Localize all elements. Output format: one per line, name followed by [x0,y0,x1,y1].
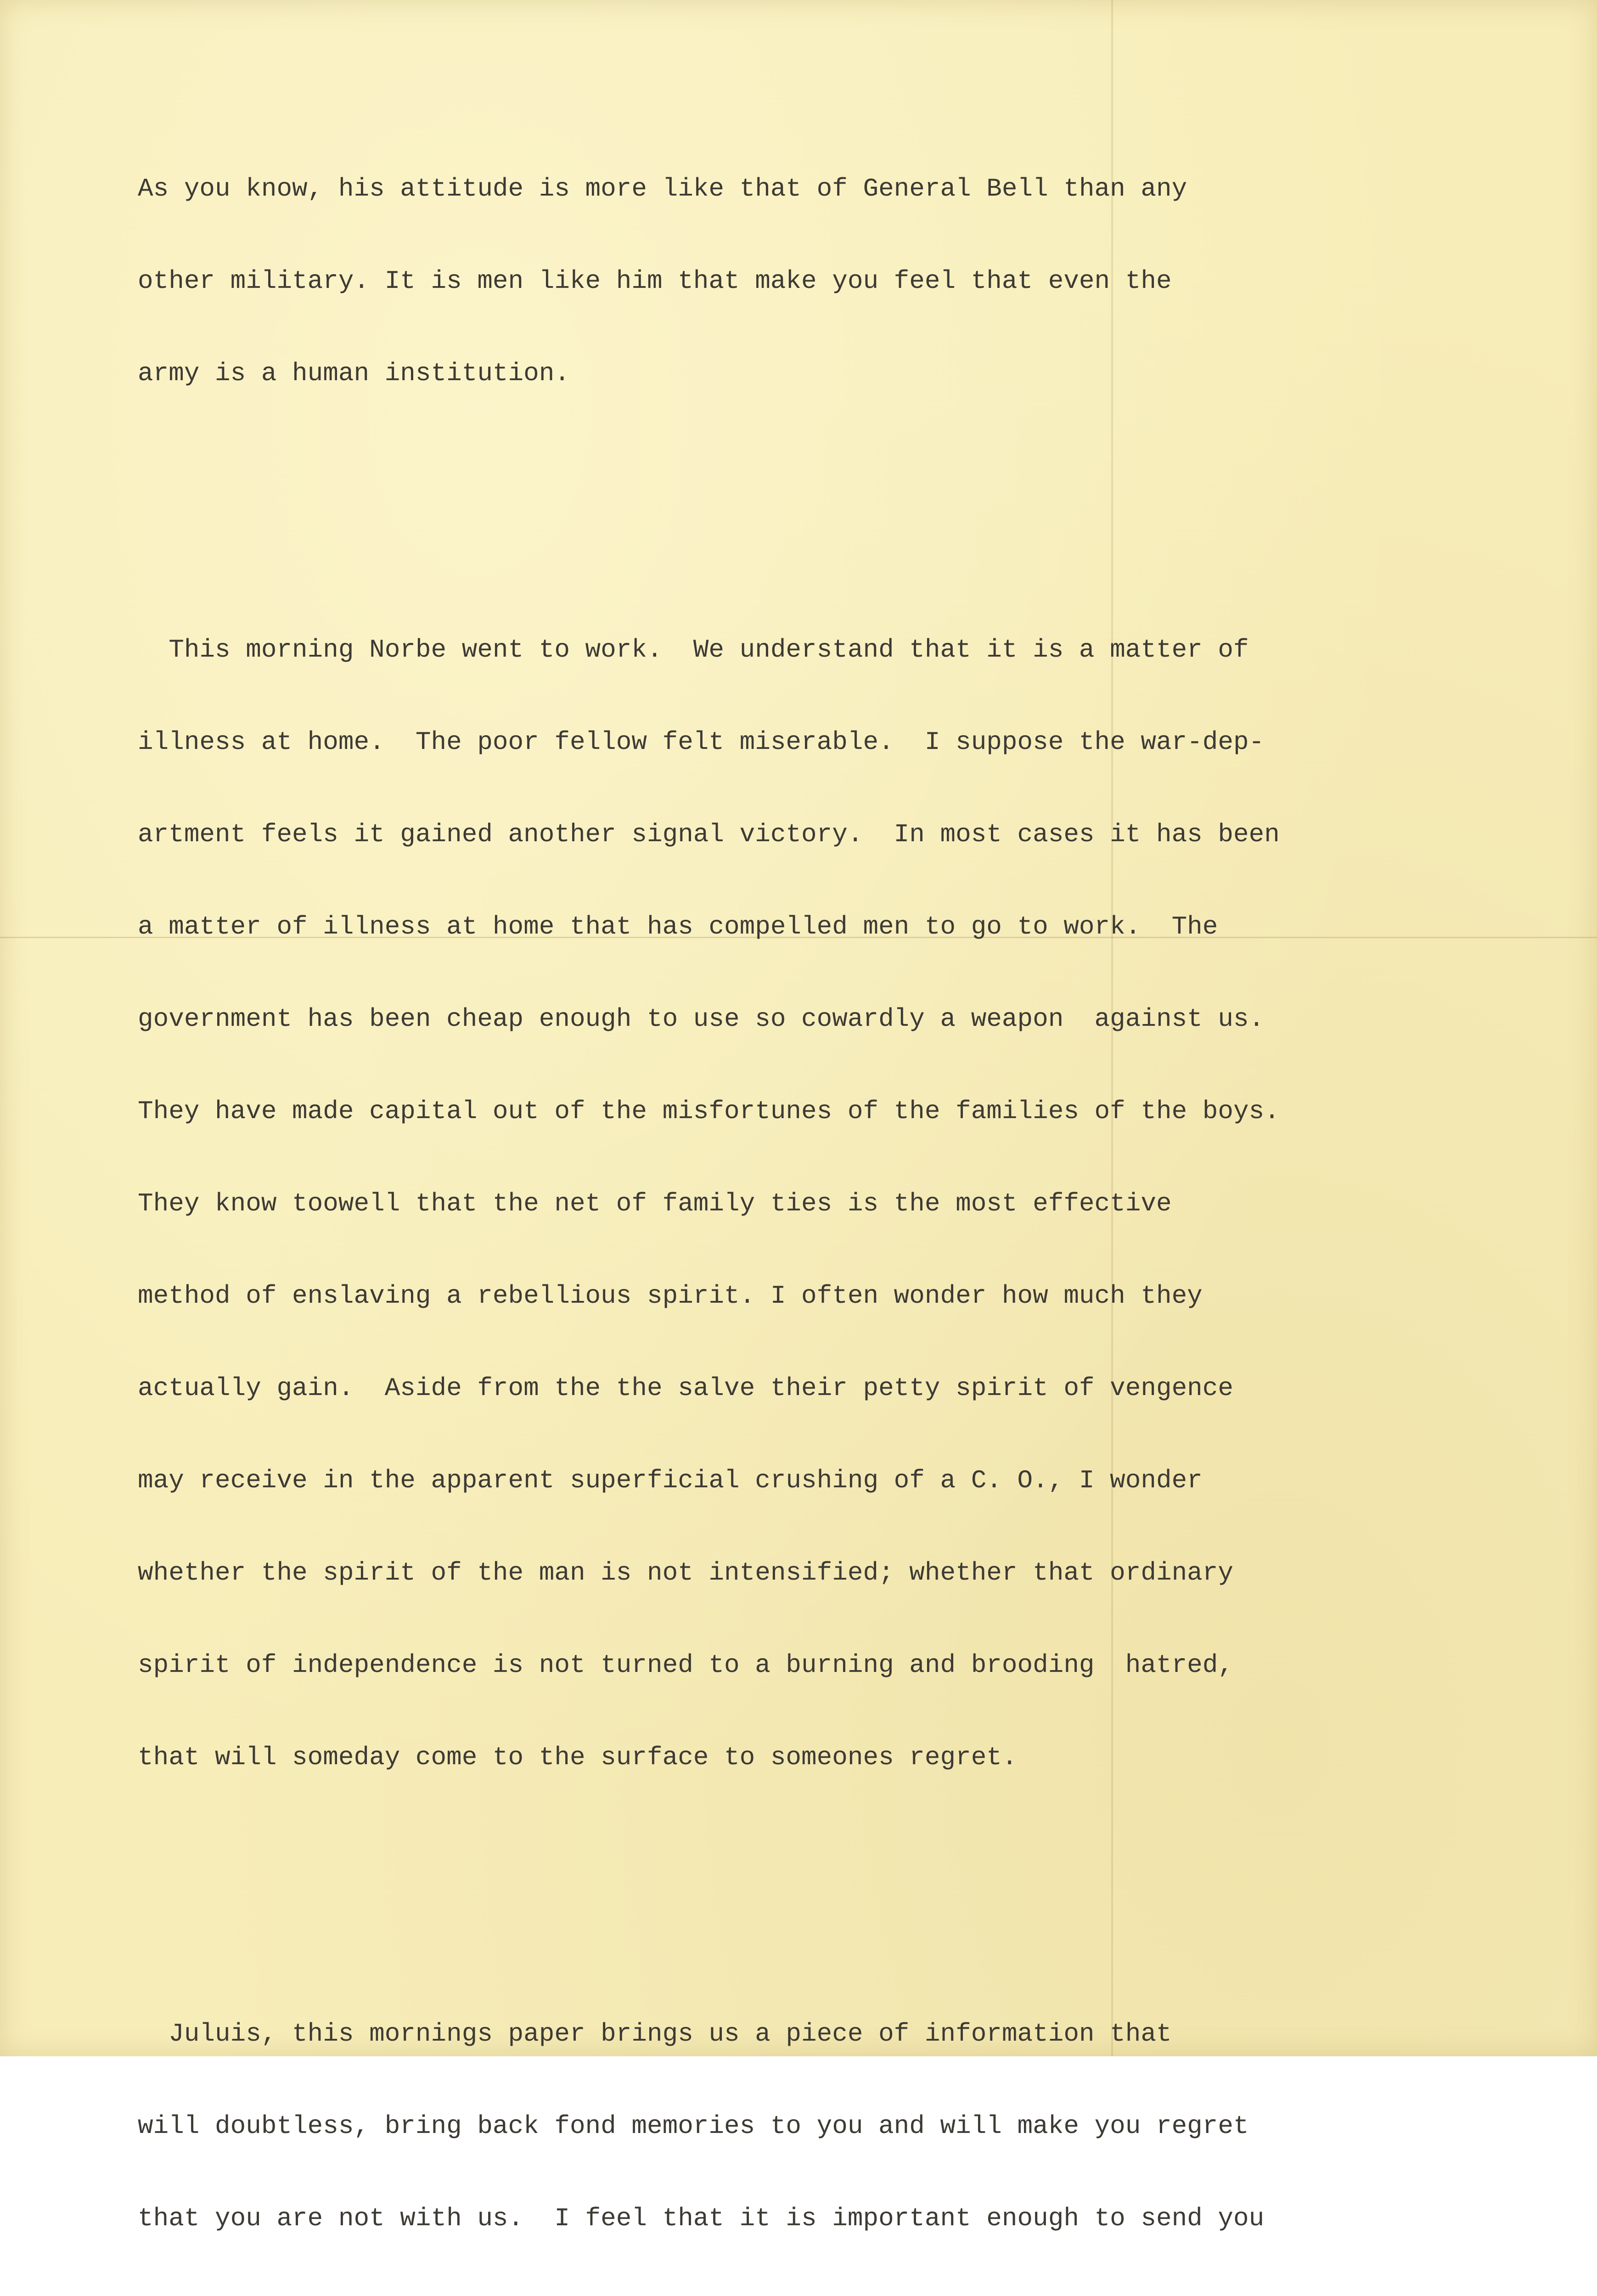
text-line: artment feels it gained another signal victory. In most cases it has been [138,820,1280,849]
text-line: government has been cheap enough to use so cowardly a weapon against us. [138,1004,1265,1034]
text-line: that you are not with us. I feel that it is important enough to send you [138,2204,1265,2233]
paragraph-juluis [138,1957,1524,2296]
text-line: actually gain. Aside from the the salve their petty spirit of vengence [138,1373,1233,1403]
text-line: As you know, his attitude is more like that of General Bell than any [138,174,1187,203]
text-line: This morning Norbe went to work. We understand that it is a matter of [138,635,1249,664]
text-line: may receive in the apparent superficial crushing of a C. O., I wonder [138,1466,1203,1495]
text-line: a matter of illness at home that has compelled men to go to work. The [138,912,1218,941]
text-line: Juluis, this mornings paper brings us a piece of information that [138,2019,1172,2048]
text-line: illness at home. The poor fellow felt miserable. I suppose the war-dep- [138,727,1265,757]
letter-body [138,51,1524,2296]
text-line: They know toowell that the net of family ties is the most effective [138,1189,1172,1218]
paragraph-opening [138,112,1524,450]
text-line: other military. It is men like him that make you feel that even the [138,266,1172,296]
paragraph-norbe [138,573,1524,1835]
text-line: method of enslaving a rebellious spirit. I often wonder how much they [138,1281,1203,1311]
text-line: They have made capital out of the misfortunes of the families of the boys. [138,1097,1280,1126]
text-line: whether the spirit of the man is not intensified; whether that ordinary [138,1558,1233,1587]
text-line: that will someday come to the surface to someones regret. [138,1743,1018,1772]
text-line: will doubtless, bring back fond memories to you and will make you regret [138,2111,1249,2141]
text-line: spirit of independence is not turned to a burning and brooding hatred, [138,1650,1233,1680]
text-line: army is a human institution. [138,359,570,388]
